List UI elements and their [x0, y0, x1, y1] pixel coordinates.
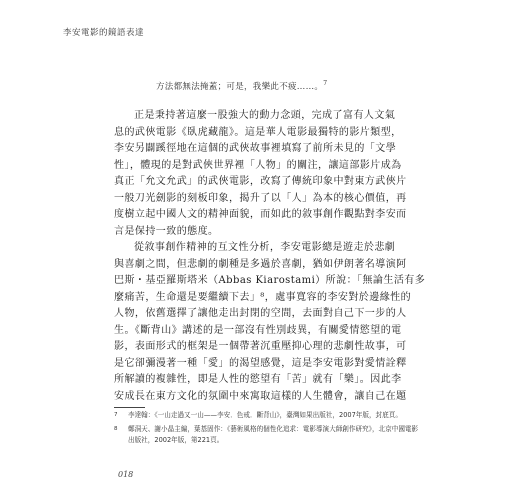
footnote-text: 鄭洞天、謝小晶主編，葉基固作：《藝術風格的個性化追求：電影導演大師創作研究》，北京中國電影出版社，2002年版，第221頁。	[128, 424, 419, 444]
body-line: 度樹立起中國人文的精神面貌，而如此的敘事創作觀點對李安而	[114, 209, 407, 220]
body-line: 從敘事創作精神的互文性分析，李安電影總是遊走於悲劇	[134, 242, 396, 253]
footnote-number: 7	[114, 412, 118, 418]
body-line: 影，表面形式的框架是一個帶著沉重壓抑心理的悲劇性故事，可	[114, 341, 407, 352]
body-line: 真正「允文允武」的武俠電影，改寫了傳統印象中對東方武俠片	[114, 176, 407, 187]
body-text	[114, 106, 426, 403]
footnote-number: 8	[114, 425, 118, 432]
running-head: 李安電影的鏡語表達	[63, 28, 145, 38]
footnote-divider	[114, 407, 145, 408]
body-line: 人物，依舊選擇了讓他走出封閉的空間，去面對自己下一步的人	[114, 308, 407, 319]
footnotes	[114, 410, 424, 449]
body-line: 巴斯・基亞羅斯塔米（Abbas Kiarostami）所說：「無論生活有多	[114, 275, 426, 286]
footnote	[114, 410, 424, 422]
body-line: 息的武俠電影《臥虎藏龍》。這是華人電影最獨特的影片類型，	[114, 126, 402, 138]
body-line: 與喜劇之間，但悲劇的劇種是多過於喜劇，猶如伊朗著名導演阿	[114, 258, 407, 270]
epigraph-quote	[156, 80, 327, 92]
epigraph-text: 方法都無法掩蓋；可是，我樂此不疲……。	[156, 82, 324, 92]
page-number: 018	[118, 470, 134, 479]
body-line: 生。《斷背山》講述的是一部沒有性別歧異，有關愛情慾望的電	[114, 324, 402, 336]
body-line: 李安另闢蹊徑地在這個的武俠故事裡填寫了前所未見的「文學	[114, 143, 397, 154]
body-line: 正是秉持著這麼一股強大的動力念頭，完成了富有人文氣	[134, 110, 396, 121]
footnote-text: 李達翰：《一山走過又一山——李安．色戒．斷背山》，臺灣如果出版社，2007年版，封底頁。	[128, 411, 402, 419]
footnote	[114, 424, 424, 447]
body-line: 麼痛苦，生命還是要繼續下去」⁸，處事寬容的李安對於邊緣性的	[114, 291, 412, 303]
body-line: 安成長在東方文化的氛圍中來寓取這樣的人生體會，讓自己在題	[114, 390, 407, 402]
body-line: 言是保持一致的態度。	[114, 225, 219, 237]
body-line: 所解讀的複雜性，即是人性的慾望有「苦」就有「樂」。因此李	[114, 374, 402, 385]
footnote-ref: 7	[323, 80, 328, 88]
body-line: 一般刀光劍影的刻板印象，揭升了以「人」為本的核心價值，再	[114, 192, 407, 204]
body-line: 性」，體現的是對武俠世界裡「人物」的關注，讓這部影片成為	[114, 159, 402, 171]
body-line: 是它卻彌漫著一種「愛」的渴望感覺，這是李安電影對愛情詮釋	[114, 357, 407, 369]
